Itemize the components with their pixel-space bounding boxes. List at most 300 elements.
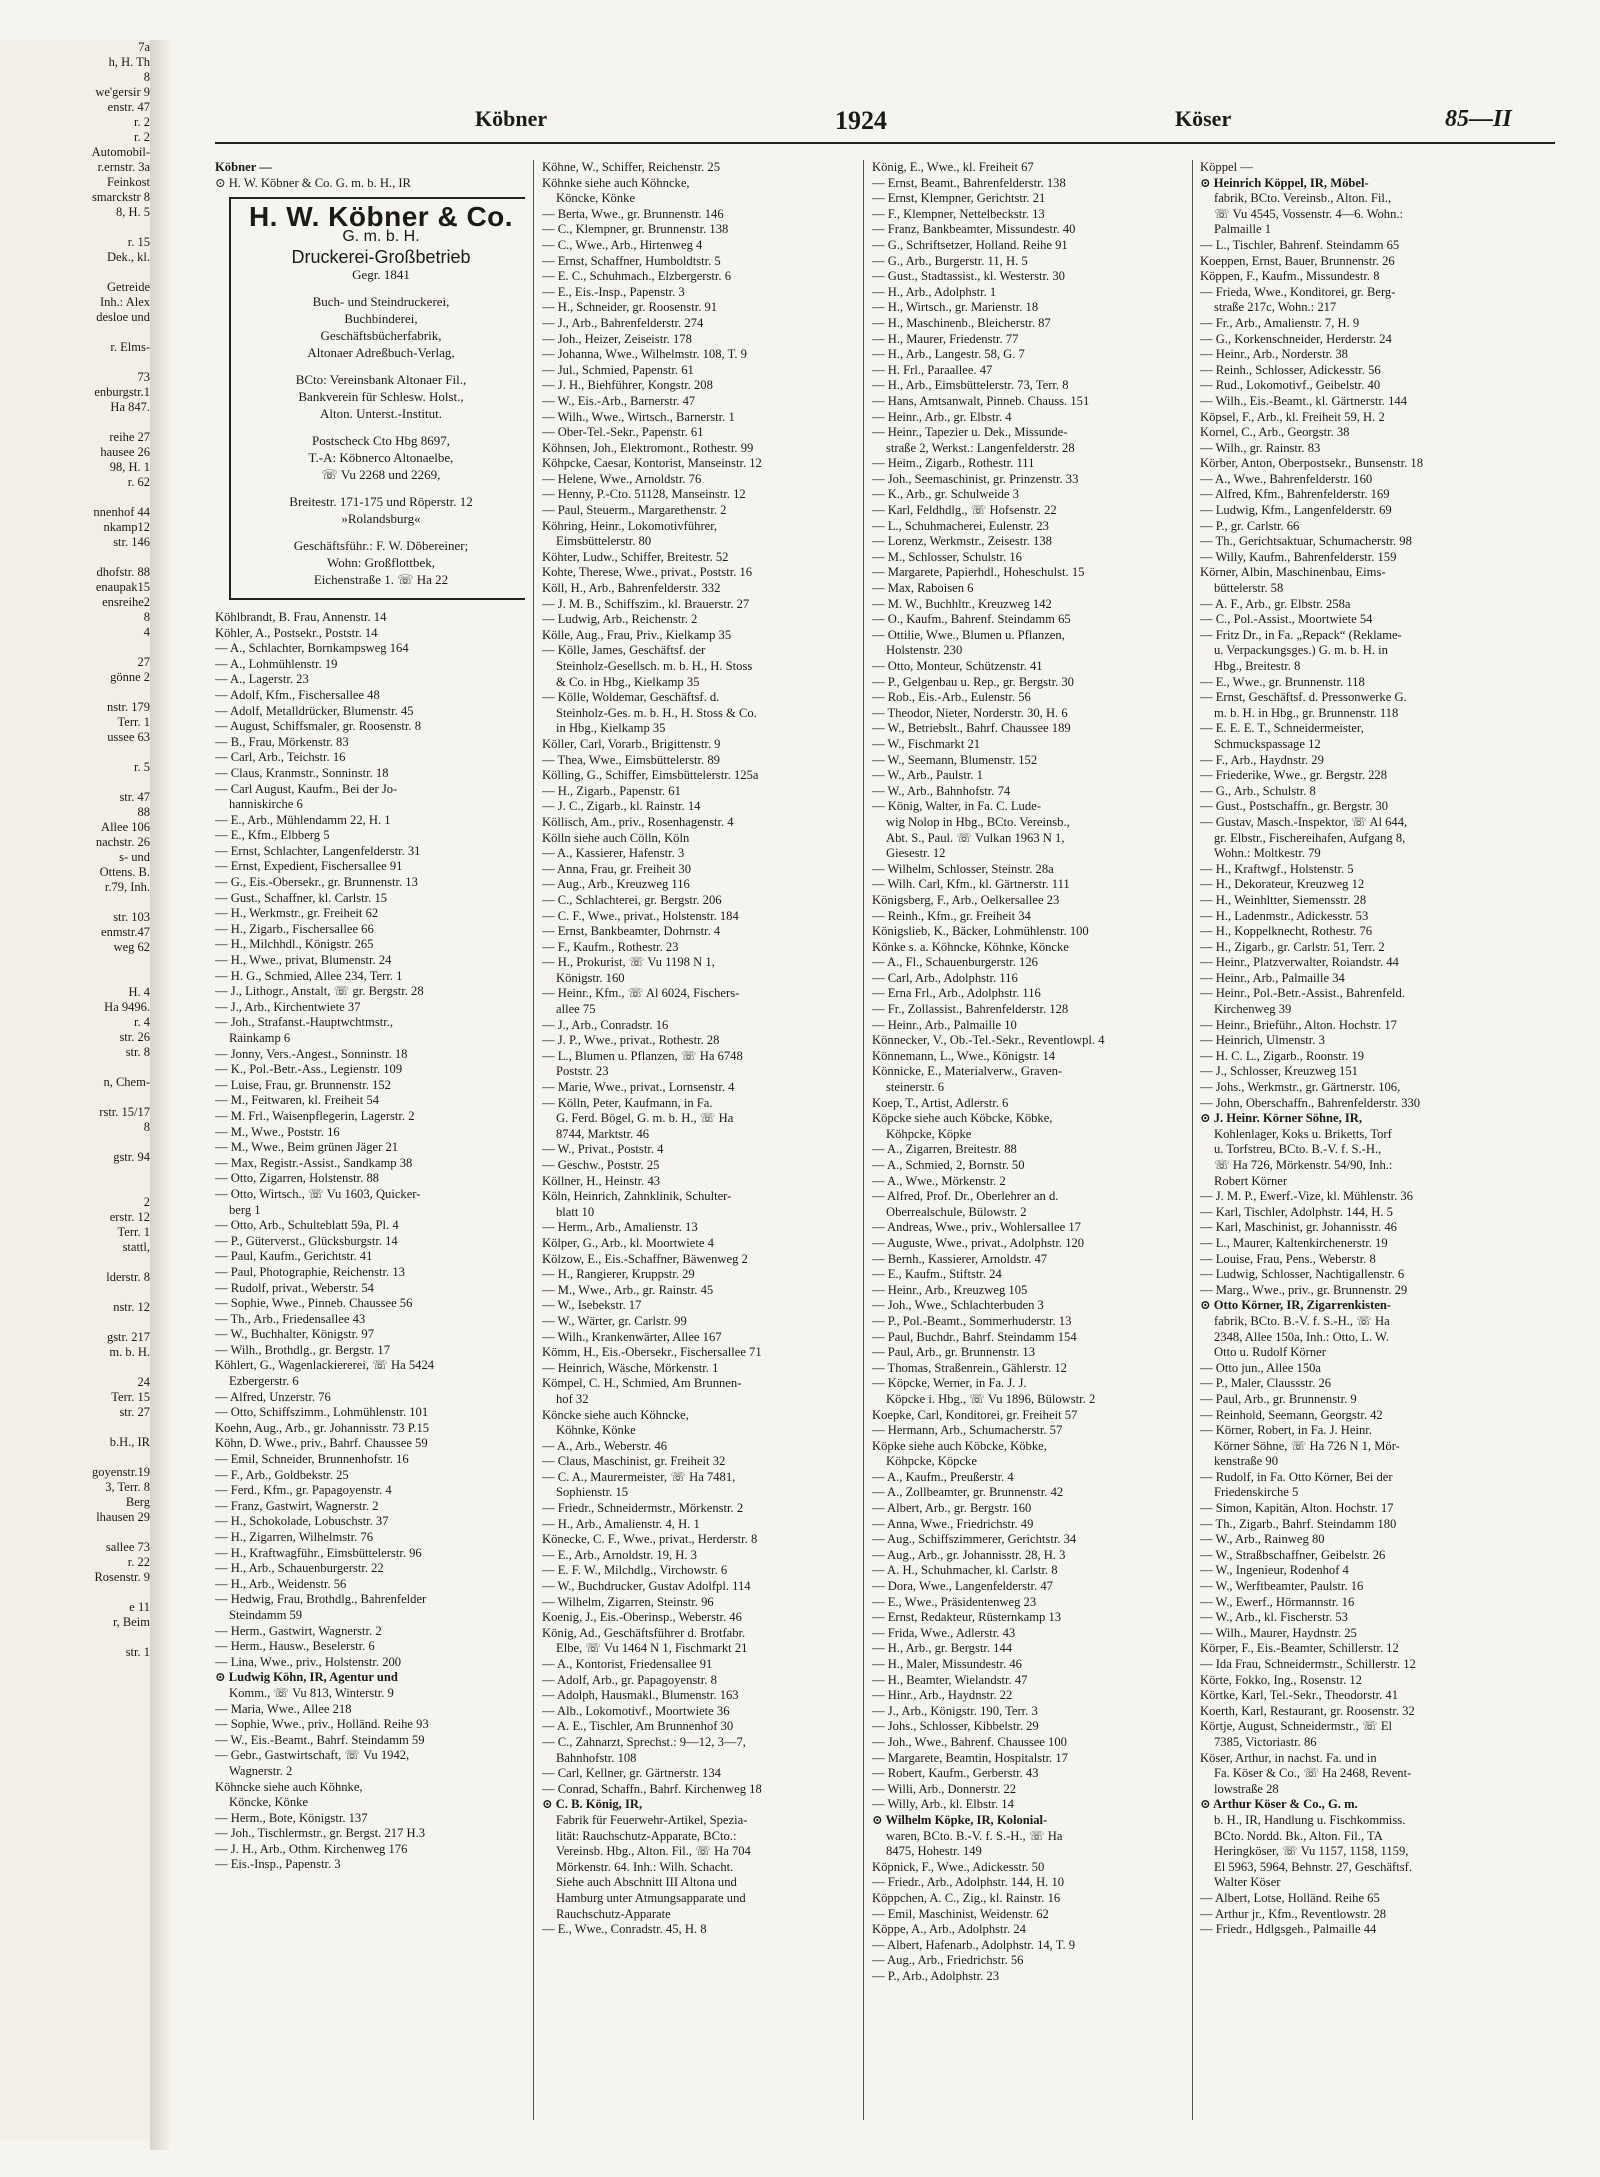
directory-entry: — W., Wärter, gr. Carlstr. 99 xyxy=(542,1313,687,1328)
directory-entry: — Gust., Schaffner, kl. Carlstr. 15 xyxy=(215,890,388,905)
directory-entry: — Hinr., Arb., Haydnstr. 22 xyxy=(872,1688,1013,1703)
directory-entry: König, E., Wwe., kl. Freiheit 67 xyxy=(872,160,1034,174)
directory-entry: BCto. Nordd. Bk., Alton. Fil., TA xyxy=(1214,1828,1383,1843)
directory-entry: Köser, Arthur, in nachst. Fa. und in xyxy=(1200,1750,1377,1765)
directory-entry: Kölle, Aug., Frau, Priv., Kielkamp 35 xyxy=(542,627,732,642)
directory-entry: — W., Straßbschaffner, Geibelstr. 26 xyxy=(1200,1547,1386,1562)
directory-entry: — Heinr., Platzverwalter, Roiandstr. 44 xyxy=(1200,955,1399,970)
directory-entry: Poststr. 23 xyxy=(556,1064,609,1079)
directory-entry: — Aug., Arb., Friedrichstr. 56 xyxy=(872,1953,1024,1968)
directory-entry: Steindamm 59 xyxy=(229,1607,303,1622)
directory-entry: — W., Arb., Rainweg 80 xyxy=(1200,1532,1325,1547)
left-page-fragment: Dek., kl. xyxy=(106,250,150,264)
directory-entry: — A., Kontorist, Friedensallee 91 xyxy=(542,1657,713,1671)
directory-entry: — Köpcke, Werner, in Fa. J. J. xyxy=(872,1376,1027,1391)
directory-entry: — W., Privat., Poststr. 4 xyxy=(542,1142,664,1157)
directory-page xyxy=(215,100,1555,2120)
left-page-fragment: desloe und xyxy=(96,310,150,324)
directory-entry: Köhncke siehe auch Köhnke, xyxy=(215,1779,363,1794)
entry-list xyxy=(542,160,854,1938)
left-page-fragment: 8 xyxy=(143,1120,150,1134)
directory-entry: Köhpcke, Köpcke xyxy=(886,1454,977,1469)
ad-line: ☏ Vu 2268 und 2269, xyxy=(321,466,441,482)
directory-entry: — Fr., Arb., Amalienstr. 7, H. 9 xyxy=(1200,315,1360,330)
directory-entry: — Margarete, Papierhdl., Hoheschulst. 15 xyxy=(872,565,1085,580)
directory-entry: — Luise, Frau, gr. Brunnenstr. 152 xyxy=(215,1077,391,1092)
directory-entry: waren, BCto. B.-V. f. S.-H., ☏ Ha xyxy=(886,1828,1063,1843)
directory-entry: — Frida, Wwe., Adlerstr. 43 xyxy=(872,1625,1016,1640)
directory-entry: Fa. Köser & Co., ☏ Ha 2468, Revent- xyxy=(1214,1766,1412,1781)
left-page-fragment: gönne 2 xyxy=(110,670,150,684)
directory-entry: — Anna, Frau, gr. Freiheit 30 xyxy=(542,861,692,876)
directory-entry: — Ernst, Bankbeamter, Dohrnstr. 4 xyxy=(542,924,721,939)
directory-entry: ⊙ Heinrich Köppel, IR, Möbel- xyxy=(1200,175,1369,190)
running-head-left: Köbner xyxy=(475,106,548,131)
directory-entry: — K., Pol.-Betr.-Ass., Legienstr. 109 xyxy=(215,1062,403,1077)
directory-entry: — H., Arb., Adolphstr. 1 xyxy=(872,284,997,299)
directory-entry: — Ernst, Schaffner, Humboldtstr. 5 xyxy=(542,253,721,268)
left-page-fragment xyxy=(0,775,150,790)
left-page-fragment: rstr. 15/17 xyxy=(99,1105,150,1119)
directory-entry: — J., Arb., Königstr. 190, Terr. 3 xyxy=(872,1703,1038,1718)
left-page-fragment: Terr. 1 xyxy=(117,715,150,729)
directory-entry: Eimsbüttelerstr. 80 xyxy=(556,534,652,549)
column-4 xyxy=(1200,160,1555,2120)
left-page-fragment: 98, H. 1 xyxy=(109,460,150,474)
left-page-fragment: Rosenstr. 9 xyxy=(94,1570,150,1584)
left-page-fragment xyxy=(0,355,150,370)
directory-entry: steinerstr. 6 xyxy=(886,1080,945,1095)
directory-entry: — Paul, Arb., gr. Brunnenstr. 9 xyxy=(1200,1391,1357,1406)
directory-entry: Kölzow, E., Eis.-Schaffner, Bäwenweg 2 xyxy=(542,1251,748,1266)
directory-entry: — H. C. L., Zigarb., Roonstr. 19 xyxy=(1200,1048,1365,1063)
directory-entry: — M. W., Buchhltr., Kreuzweg 142 xyxy=(872,596,1052,611)
left-page-fragment: enaupak15 xyxy=(95,580,150,594)
directory-entry: — P., Gelgenbau u. Rep., gr. Bergstr. 30 xyxy=(872,674,1074,689)
directory-entry: Koeppen, Ernst, Bauer, Brunnenstr. 26 xyxy=(1200,253,1395,268)
directory-entry: — August, Schiffsmaler, gr. Roosenstr. 8 xyxy=(215,719,422,734)
directory-entry: — Albert, Hafenarb., Adolphstr. 14, T. 9 xyxy=(872,1937,1076,1952)
left-page-fragment: 7a xyxy=(138,40,150,54)
directory-entry: — Karl, Feldhdlg., ☏ Hofsenstr. 22 xyxy=(872,503,1057,518)
left-page-fragment: ussee 63 xyxy=(107,730,150,744)
left-page-fragment: dhofstr. 88 xyxy=(96,565,150,579)
directory-entry: — Carl, Kellner, gr. Gärtnerstr. 134 xyxy=(542,1766,721,1781)
directory-entry: — A., Wwe., Mörkenstr. 2 xyxy=(872,1173,1006,1188)
directory-entry: — Heinr., Arb., Norderstr. 38 xyxy=(1200,347,1348,362)
directory-entry: Walter Köser xyxy=(1214,1875,1281,1890)
directory-entry: — Albert, Arb., gr. Bergstr. 160 xyxy=(872,1501,1032,1516)
directory-entry: lität: Rauchschutz-Apparate, BCto.: xyxy=(556,1828,737,1843)
directory-entry: Könnemann, L., Wwe., Königstr. 14 xyxy=(872,1048,1056,1063)
directory-entry: — Marie, Wwe., privat., Lornsenstr. 4 xyxy=(542,1080,735,1095)
left-page-fragment: str. 1 xyxy=(125,1645,150,1659)
directory-entry: Koerth, Karl, Restaurant, gr. Roosenstr. 32 xyxy=(1200,1703,1415,1718)
left-page-fragment: 73 xyxy=(137,370,150,384)
left-page-fragment xyxy=(0,1090,150,1105)
directory-entry: — Herm., Bote, Königstr. 137 xyxy=(215,1810,368,1825)
ad-line: Buchbinderei, xyxy=(344,310,418,326)
left-page-fragment: weg 62 xyxy=(113,940,150,954)
directory-entry: Königslieb, K., Bäcker, Lohmühlenstr. 100 xyxy=(872,924,1089,939)
directory-entry: — E., Arb., Mühlendamm 22, H. 1 xyxy=(215,812,391,827)
left-page-fragment: str. 146 xyxy=(113,535,150,549)
directory-entry: — Frieda, Wwe., Konditorei, gr. Berg- xyxy=(1200,284,1396,299)
directory-entry: — W., Buchdrucker, Gustav Adolfpl. 114 xyxy=(542,1579,751,1594)
left-page-fragment xyxy=(0,1165,150,1180)
directory-entry: gr. Elbstr., Fischereihafen, Aufgang 8, xyxy=(1214,830,1406,845)
directory-entry: — M., Wwe., Arb., gr. Rainstr. 45 xyxy=(542,1282,714,1297)
left-page-fragment xyxy=(0,1255,150,1270)
left-page-fragment: str. 103 xyxy=(113,910,150,924)
directory-entry: — A., Zigarren, Breitestr. 88 xyxy=(872,1142,1017,1157)
directory-entry: — Dora, Wwe., Langenfelderstr. 47 xyxy=(872,1579,1053,1594)
left-page-fragment: nstr. 179 xyxy=(106,700,150,714)
directory-entry: — Ludwig, Kfm., Langenfelderstr. 69 xyxy=(1200,503,1392,518)
directory-entry: — Heim., Zigarb., Rothestr. 111 xyxy=(872,456,1035,471)
directory-entry: Mörkenstr. 64. Inh.: Wilh. Schacht. xyxy=(556,1859,734,1874)
left-page-fragment: Terr. 15 xyxy=(111,1390,150,1404)
directory-entry: — Ida Frau, Schneidermstr., Schillerstr. 12 xyxy=(1200,1657,1416,1671)
directory-entry: Körtke, Karl, Tel.-Sekr., Theodorstr. 41 xyxy=(1200,1688,1399,1703)
header-rule xyxy=(215,142,1555,144)
directory-entry: — O., Kaufm., Bahrenf. Steindamm 65 xyxy=(872,612,1071,627)
directory-entry: — Albert, Lotse, Holländ. Reihe 65 xyxy=(1200,1890,1380,1905)
directory-entry: fabrik, BCto. B.-V. f. S.-H., ☏ Ha xyxy=(1214,1313,1390,1328)
directory-entry: — B., Frau, Mörkenstr. 83 xyxy=(215,734,349,749)
column-divider xyxy=(863,160,864,2120)
directory-entry: — W., Buchhalter, Königstr. 97 xyxy=(215,1327,375,1342)
directory-entry: Hamburg unter Atmungsapparate und xyxy=(556,1890,746,1905)
directory-entry: — W., Eis.-Arb., Barnerstr. 47 xyxy=(542,393,696,408)
directory-entry: — Hermann, Arb., Schumacherstr. 57 xyxy=(872,1423,1063,1438)
directory-entry: straße 2, Werkst.: Langenfelderstr. 28 xyxy=(886,440,1075,455)
left-page-fragment: r. 4 xyxy=(134,1015,150,1029)
directory-entry: — Willy, Kaufm., Bahrenfelderstr. 159 xyxy=(1200,549,1397,564)
left-page-fragment: r. Elms- xyxy=(110,340,150,354)
directory-entry: — Gebr., Gastwirtschaft, ☏ Vu 1942, xyxy=(215,1748,410,1763)
directory-entry: — E. C., Schuhmach., Elzbergerstr. 6 xyxy=(542,269,731,284)
directory-entry: — J. H., Biehführer, Kongstr. 208 xyxy=(542,378,713,393)
directory-entry: Schmuckspassage 12 xyxy=(1214,736,1321,751)
left-page-fragment: r.79, Inh. xyxy=(104,880,150,894)
left-page-fragment xyxy=(0,970,150,985)
directory-entry: Komm., ☏ Vu 813, Winterstr. 9 xyxy=(229,1685,394,1700)
left-page-fragment: Terr. 1 xyxy=(117,1225,150,1239)
entry-list xyxy=(1200,160,1555,1938)
directory-entry: — Otto, Arb., Schulteblatt 59a, Pl. 4 xyxy=(215,1218,399,1233)
left-page-fragment: gstr. 94 xyxy=(113,1150,150,1164)
directory-entry: — Joh., Wwe., Bahrenf. Chaussee 100 xyxy=(872,1734,1067,1749)
directory-entry: Koenig, J., Eis.-Oberinsp., Weberstr. 46 xyxy=(542,1610,742,1625)
directory-entry: Könecke, C. F., Wwe., privat., Herderstr. 8 xyxy=(542,1532,758,1547)
directory-entry: Köhlert, G., Wagenlackiererei, ☏ Ha 5424 xyxy=(215,1358,435,1373)
directory-entry: Köhnsen, Joh., Elektromont., Rothestr. 99 xyxy=(542,440,754,455)
ad-line: Geschäftsführ.: F. W. Döbereiner; xyxy=(293,537,469,553)
directory-entry: Köncke, Könke xyxy=(229,1795,309,1810)
directory-entry: — Kölle, Woldemar, Geschäftsf. d. xyxy=(542,690,720,705)
directory-entry: Köpcke siehe auch Köbcke, Köbke, xyxy=(872,1111,1053,1126)
directory-entry: — Heinr., Tapezier u. Dek., Missunde- xyxy=(872,425,1068,440)
directory-entry: Köhnke siehe auch Köhncke, xyxy=(542,175,690,190)
left-page-fragment xyxy=(0,265,150,280)
left-page-fragment xyxy=(0,220,150,235)
column-3 xyxy=(872,160,1184,2120)
directory-entry: — Thea, Wwe., Eimsbüttelerstr. 89 xyxy=(542,752,720,767)
directory-entry: Köhler, A., Postsekr., Poststr. 14 xyxy=(215,625,378,640)
directory-entry: — F., Arb., Haydnstr. 29 xyxy=(1200,752,1324,767)
directory-entry: — Rudolf, in Fa. Otto Körner, Bei der xyxy=(1200,1469,1393,1484)
directory-entry: Köncke siehe auch Köhncke, xyxy=(542,1407,689,1422)
left-page-fragment xyxy=(0,1525,150,1540)
ad-lines-4 xyxy=(237,493,525,527)
directory-entry: Köppen, F., Kaufm., Missundestr. 8 xyxy=(1200,269,1380,284)
directory-entry: ⊙ Arthur Köser & Co., G. m. xyxy=(1200,1797,1358,1812)
column-2 xyxy=(542,160,854,2120)
directory-entry: — W., Fischmarkt 21 xyxy=(872,736,981,751)
directory-entry: — H., Schokolade, Lobuschstr. 37 xyxy=(215,1514,389,1529)
section-label: Köbner — xyxy=(215,160,272,174)
directory-entry: — Wilh. Carl, Kfm., kl. Gärtnerstr. 111 xyxy=(872,877,1070,892)
directory-entry: — Theodor, Nieter, Norderstr. 30, H. 6 xyxy=(872,705,1068,720)
directory-entry: Köllisch, Am., priv., Rosenhagenstr. 4 xyxy=(542,814,734,829)
running-head xyxy=(215,100,1555,140)
ad-line: Wohn: Großflottbek, xyxy=(327,554,435,570)
columns xyxy=(215,160,1555,2120)
directory-entry: — A. H., Schuhmacher, kl. Carlstr. 8 xyxy=(872,1563,1058,1578)
directory-entry: — Ernst, Klempner, Gerichtstr. 21 xyxy=(872,191,1046,206)
directory-entry: ☏ Ha 726, Mörkenstr. 54/90, Inh.: xyxy=(1214,1158,1393,1172)
directory-entry: — Gust., Stadtassist., kl. Westerstr. 30 xyxy=(872,269,1065,284)
directory-entry: — Ober-Tel.-Sekr., Papenstr. 61 xyxy=(542,425,704,440)
directory-entry: — H., Arb., Eimsbüttelerstr. 73, Terr. 8 xyxy=(872,378,1069,393)
left-page-fragment: Ha 9496. xyxy=(104,1000,150,1014)
directory-entry: — H., Milchhdl., Königstr. 265 xyxy=(215,937,374,952)
directory-entry: Königstr. 160 xyxy=(556,970,625,985)
directory-entry: — Willy, Arb., kl. Elbstr. 14 xyxy=(872,1797,1014,1812)
ad-line: BCto: Vereinsbank Altonaer Fil., xyxy=(295,371,467,387)
left-page-fragment: nkamp12 xyxy=(103,520,150,534)
directory-entry: — Simon, Kapitän, Alton. Hochstr. 17 xyxy=(1200,1501,1394,1516)
left-page-fragment: enburgstr.1 xyxy=(94,385,150,399)
directory-entry: — Ernst, Schlachter, Langenfelderstr. 31 xyxy=(215,843,421,858)
directory-entry: — Emil, Schneider, Brunnenhofstr. 16 xyxy=(215,1452,409,1467)
directory-entry: — W., Eis.-Beamt., Bahrf. Steindamm 59 xyxy=(215,1732,425,1747)
directory-entry: — C., Klempner, gr. Brunnenstr. 138 xyxy=(542,222,729,237)
directory-entry: — Franz, Bankbeamter, Missundestr. 40 xyxy=(872,222,1076,237)
advertisement-box xyxy=(229,197,525,600)
directory-entry: — G., Arb., Schulstr. 8 xyxy=(1200,783,1316,798)
directory-entry: — H., Maurer, Friedenstr. 77 xyxy=(872,331,1019,346)
directory-entry: Steinholz-Gesellsch. m. b. H., H. Stoss xyxy=(556,659,753,673)
entry-list xyxy=(215,610,525,1873)
directory-entry: Köpsel, F., Arb., kl. Freiheit 59, H. 2 xyxy=(1200,409,1385,424)
directory-entry: Kömpel, C. H., Schmied, Am Brunnen- xyxy=(542,1376,742,1391)
directory-entry: — Rob., Eis.-Arb., Eulenstr. 56 xyxy=(872,690,1031,705)
directory-entry: — C. F., Wwe., privat., Holstenstr. 184 xyxy=(542,908,739,923)
directory-entry: — Wilh., Eis.-Beamt., kl. Gärtnerstr. 144 xyxy=(1200,393,1408,408)
left-page-fragment xyxy=(0,1285,150,1300)
directory-entry: — H., Wirtsch., gr. Marienstr. 18 xyxy=(872,300,1039,315)
directory-entry: — Sophie, Wwe., priv., Holländ. Reihe 93 xyxy=(215,1717,429,1732)
directory-entry: Wohn.: Moltkestr. 79 xyxy=(1214,846,1321,861)
directory-entry: — Ernst, Beamt., Bahrenfelderstr. 138 xyxy=(872,175,1066,190)
directory-entry: — J., Arb., Kirchentwiete 37 xyxy=(215,999,361,1014)
directory-entry: — Alfred, Kfm., Bahrenfelderstr. 169 xyxy=(1200,487,1390,502)
directory-entry: Körtje, August, Schneidermstr., ☏ El xyxy=(1200,1719,1393,1734)
directory-entry: — P., gr. Carlstr. 66 xyxy=(1200,518,1300,533)
directory-entry: Palmaille 1 xyxy=(1214,222,1272,237)
directory-entry: — W., Arb., Paulstr. 1 xyxy=(872,768,983,783)
directory-entry: 8744, Marktstr. 46 xyxy=(556,1126,650,1141)
directory-entry: ⊙ Ludwig Köhn, IR, Agentur und xyxy=(215,1670,398,1685)
directory-entry: — E. E. E. T., Schneidermeister, xyxy=(1200,721,1364,736)
directory-entry: — A., Kassierer, Hafenstr. 3 xyxy=(542,846,685,861)
left-page-fragment: 8 xyxy=(143,610,150,624)
page-number: 85—II xyxy=(1445,106,1512,132)
directory-entry: — H. G., Schmied, Allee 234, Terr. 1 xyxy=(215,968,403,983)
directory-entry: — C., Pol.-Assist., Moortwiete 54 xyxy=(1200,612,1373,627)
left-page-fragment: lhausen 29 xyxy=(96,1510,150,1524)
left-page-fragment: stattl, xyxy=(122,1240,150,1254)
directory-entry: — Eis.-Insp., Papenstr. 3 xyxy=(215,1857,341,1872)
ad-lines-5 xyxy=(237,537,525,588)
directory-entry: — Adolph, Hausmakl., Blumenstr. 163 xyxy=(542,1688,739,1703)
directory-entry: — H., Ladenmstr., Adickesstr. 53 xyxy=(1200,908,1369,923)
directory-entry: — A. E., Tischler, Am Brunnenhof 30 xyxy=(542,1719,734,1734)
directory-entry: Kohlenlager, Koks u. Briketts, Torf xyxy=(1214,1126,1392,1141)
ad-line: Bankverein für Schlesw. Holst., xyxy=(298,388,464,404)
directory-entry: — Herm., Hausw., Beselerstr. 6 xyxy=(215,1639,375,1654)
directory-entry: Köppchen, A. C., Zig., kl. Rainstr. 16 xyxy=(872,1890,1061,1905)
directory-entry: — L., Maurer, Kaltenkirchenerstr. 19 xyxy=(1200,1235,1388,1250)
left-page-fragment: r.ernstr. 3a xyxy=(97,160,150,174)
directory-entry: Vereinsb. Hbg., Alton. Fil., ☏ Ha 704 xyxy=(556,1844,751,1859)
left-page-fragment: str. 26 xyxy=(119,1030,150,1044)
directory-entry: — Gustav, Masch.-Inspektor, ☏ Al 644, xyxy=(1200,814,1408,829)
directory-entry: — Friedr., Hdlgsgeh., Palmaille 44 xyxy=(1200,1922,1377,1937)
directory-entry: — John, Oberschaffn., Bahrenfelderstr. 330 xyxy=(1200,1095,1421,1110)
directory-entry: Ezbergerstr. 6 xyxy=(229,1374,299,1389)
directory-entry: — Ferd., Kfm., gr. Papagoyenstr. 4 xyxy=(215,1483,392,1498)
directory-entry: — J. M. P., Ewerf.-Vize, kl. Mühlenstr. 36 xyxy=(1200,1189,1413,1204)
directory-entry: 7385, Victoriastr. 86 xyxy=(1214,1734,1317,1749)
directory-entry: — Claus, Kranmstr., Sonninstr. 18 xyxy=(215,765,389,780)
directory-entry: — J. M. B., Schiffszim., kl. Brauerstr. 27 xyxy=(542,596,750,611)
directory-entry: — P., Güterverst., Glücksburgstr. 14 xyxy=(215,1233,398,1248)
ad-line: Breitestr. 171-175 und Röperstr. 12 xyxy=(289,493,473,509)
directory-entry: — H., Arb., Langestr. 58, G. 7 xyxy=(872,347,1025,362)
directory-entry: — W., Werftbeamter, Paulstr. 16 xyxy=(1200,1579,1364,1594)
left-page-fragment xyxy=(0,640,150,655)
left-page-fragment xyxy=(0,955,150,970)
directory-entry: — L., Tischler, Bahrenf. Steindamm 65 xyxy=(1200,237,1400,252)
left-page-fragment xyxy=(0,895,150,910)
directory-entry: — Anna, Wwe., Friedrichstr. 49 xyxy=(872,1516,1034,1531)
directory-entry: — Thomas, Straßenrein., Gählerstr. 12 xyxy=(872,1360,1067,1375)
directory-entry: Koehn, Aug., Arb., gr. Johannisstr. 73 P.15 xyxy=(215,1420,430,1435)
directory-entry: — Johs., Schlosser, Kibbelstr. 29 xyxy=(872,1719,1039,1734)
directory-entry: Robert Körner xyxy=(1214,1173,1288,1188)
directory-entry: — H., Beamter, Wielandstr. 47 xyxy=(872,1672,1028,1687)
directory-entry: — C. A., Maurermeister, ☏ Ha 7481, xyxy=(542,1469,736,1484)
directory-entry: — Th., Zigarb., Bahrf. Steindamm 180 xyxy=(1200,1516,1397,1531)
left-page-fragment xyxy=(0,415,150,430)
directory-entry: — Wilh., Maurer, Haydnstr. 25 xyxy=(1200,1625,1357,1640)
left-page-fragment: goyenstr.19 xyxy=(92,1465,150,1479)
directory-entry: allee 75 xyxy=(556,1002,596,1017)
left-page-fragment: 3, Terr. 8 xyxy=(105,1480,150,1494)
directory-entry: — A., Fl., Schauenburgerstr. 126 xyxy=(872,955,1038,970)
directory-entry: Kölling, G., Schiffer, Eimsbüttelerstr. 125a xyxy=(542,768,759,783)
directory-entry: — Friederike, Wwe., gr. Bergstr. 228 xyxy=(1200,768,1388,783)
left-page-fragment: 27 xyxy=(137,655,150,669)
directory-entry: — Paul, Photographie, Reichenstr. 13 xyxy=(215,1264,405,1279)
directory-entry: — H., Weinhltter, Siemensstr. 28 xyxy=(1200,892,1367,907)
column-divider xyxy=(1192,160,1193,2120)
directory-entry: — A., Kaufm., Preußerstr. 4 xyxy=(872,1469,1014,1484)
ad-line: Eichenstraße 1. ☏ Ha 22 xyxy=(313,571,449,587)
directory-entry: — Carl, Arb., Adolphstr. 116 xyxy=(872,970,1018,985)
directory-entry: Körber, Anton, Oberpostsekr., Bunsenstr. 18 xyxy=(1200,456,1424,471)
left-page-fragment xyxy=(0,490,150,505)
directory-entry: — Hans, Amtsanwalt, Pinneb. Chauss. 151 xyxy=(872,393,1090,408)
left-page-fragment: lderstr. 8 xyxy=(106,1270,150,1284)
directory-entry: — E., Wwe., gr. Brunnenstr. 118 xyxy=(1200,674,1365,689)
directory-entry: Otto u. Rudolf Körner xyxy=(1214,1345,1326,1360)
directory-entry: — Gust., Postschaffn., gr. Bergstr. 30 xyxy=(1200,799,1389,814)
left-page-fragment: s- und xyxy=(119,850,150,864)
directory-entry: — K., Arb., gr. Schulweide 3 xyxy=(872,487,1019,502)
directory-entry: Köhne, W., Schiffer, Reichenstr. 25 xyxy=(542,160,720,174)
directory-entry: — H., Zigarb., gr. Carlstr. 51, Terr. 2 xyxy=(1200,939,1385,954)
directory-entry: — Emil, Maschinist, Weidenstr. 62 xyxy=(872,1906,1049,1921)
left-page-fragment: r. 5 xyxy=(134,760,150,774)
directory-entry: — E., Eis.-Insp., Papenstr. 3 xyxy=(542,284,685,299)
directory-entry: Köhpcke, Köpke xyxy=(886,1126,972,1141)
directory-entry: — Otto, Monteur, Schützenstr. 41 xyxy=(872,659,1043,673)
directory-entry: — M. Frl., Waisenpflegerin, Lagerstr. 2 xyxy=(215,1108,415,1123)
directory-entry: ⊙ J. Heinr. Körner Söhne, IR, xyxy=(1200,1111,1363,1126)
directory-entry: Wagnerstr. 2 xyxy=(229,1763,293,1778)
directory-entry: — Rudolf, privat., Weberstr. 54 xyxy=(215,1280,374,1295)
left-page-fragment: Allee 106 xyxy=(101,820,150,834)
directory-entry: — H., Kraftwgf., Holstenstr. 5 xyxy=(1200,861,1354,876)
directory-entry: — A., Lagerstr. 23 xyxy=(215,672,309,687)
left-page-fragment: enstr. 47 xyxy=(107,100,150,114)
directory-entry: hanniskirche 6 xyxy=(229,797,303,812)
ad-lines-3 xyxy=(237,432,525,483)
ad-line: Postscheck Cto Hbg 8697, xyxy=(312,432,450,448)
directory-entry: — E., Wwe., Präsidentenweg 23 xyxy=(872,1594,1037,1609)
directory-entry: — Max, Registr.-Assist., Sandkamp 38 xyxy=(215,1155,413,1170)
directory-entry: — Kölln, Peter, Kaufmann, in Fa. xyxy=(542,1095,713,1110)
left-page-fragment xyxy=(0,1450,150,1465)
directory-entry: — Alfred, Prof. Dr., Oberlehrer an d. xyxy=(872,1189,1059,1204)
directory-entry: — Heinr., Arb., Palmaille 10 xyxy=(872,1017,1017,1032)
directory-entry: — Hedwig, Frau, Brothdlg., Bahrenfelder xyxy=(215,1592,427,1607)
directory-entry: Köncke, Könke xyxy=(556,191,636,206)
directory-entry: — Arthur jr., Kfm., Reventlowstr. 28 xyxy=(1200,1906,1387,1921)
left-page-fragment xyxy=(0,1420,150,1435)
ad-line: Buch- und Steindruckerei, xyxy=(312,293,450,309)
directory-entry: — Heinrich, Wäsche, Mörkenstr. 1 xyxy=(542,1360,719,1375)
directory-entry: — F., Klempner, Nettelbeckstr. 13 xyxy=(872,206,1045,221)
directory-entry: — H., Dekorateur, Kreuzweg 12 xyxy=(1200,877,1365,892)
directory-entry: — Ludwig, Arb., Reichenstr. 2 xyxy=(542,612,698,627)
ad-line: Geschäftsbücherfabrik, xyxy=(320,327,442,343)
directory-entry: — J., Lithogr., Anstalt, ☏ gr. Bergstr. 28 xyxy=(215,984,424,999)
